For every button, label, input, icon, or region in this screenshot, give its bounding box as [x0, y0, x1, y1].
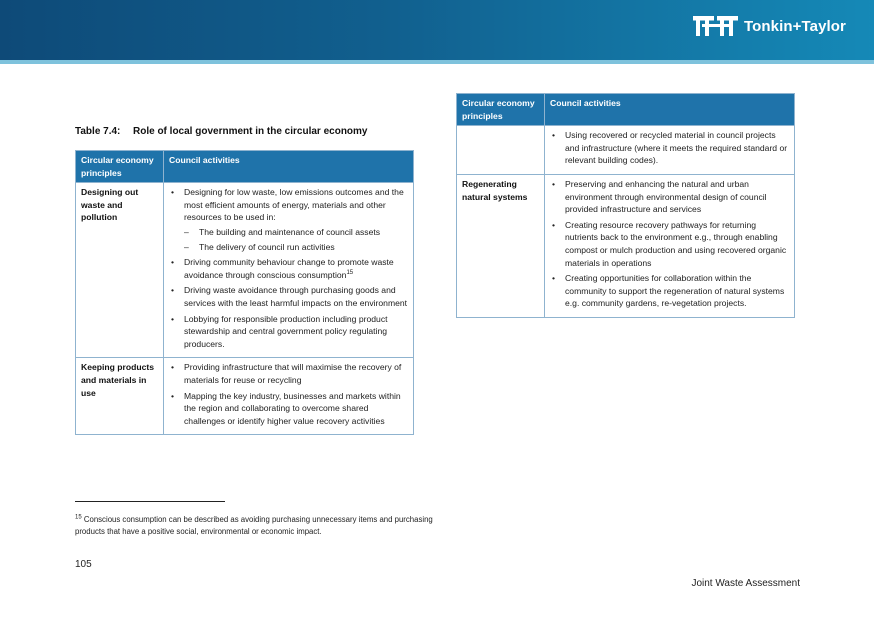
list-item: • Using recovered or recycled material in council projects and infrastructure (where it meets the required standard or relevant building codes).	[550, 129, 789, 167]
list-item: • Providing infrastructure that will maximise the recovery of materials for reuse or recycling	[169, 361, 408, 386]
list-item: • Creating opportunities for collaboration within the community to support the regeneration of natural systems e.g. community gardens, re-vegetation projects.	[550, 272, 789, 310]
list-item-text: Designing for low waste, low emissions outcomes and the most efficient amounts of energy, materials and other resources to be used in:	[184, 187, 404, 223]
table-row	[76, 358, 414, 435]
activities-cell	[545, 174, 795, 317]
activities-cell	[545, 126, 795, 175]
table-header-row	[457, 94, 795, 126]
sub-list-item: – The building and maintenance of council assets	[184, 226, 408, 239]
principle-cell: Regenerating natural systems	[457, 174, 545, 317]
activities-cell	[164, 183, 414, 358]
principle-cell: Designing out waste and pollution	[76, 183, 164, 358]
column-header-activities: Council activities	[545, 94, 795, 126]
circular-economy-table-left	[75, 150, 414, 435]
column-header-principles: Circular economy principles	[76, 151, 164, 183]
table-caption	[75, 126, 368, 137]
table-row	[76, 183, 414, 358]
table-row	[457, 126, 795, 175]
table-row	[457, 174, 795, 317]
sub-list-item: – The delivery of council run activities	[184, 241, 408, 254]
footnote	[75, 514, 435, 538]
table-header-row	[76, 151, 414, 183]
tt-monogram-icon	[693, 15, 739, 37]
list-item: • Creating resource recovery pathways for returning nutrients back to the environment e.g., through enabling compost or mulch production and using recovered organic materials in operations	[550, 219, 789, 269]
list-item	[169, 256, 408, 281]
page-header-banner	[0, 0, 874, 60]
footer-document-title: Joint Waste Assessment	[691, 578, 800, 589]
footnote-reference[interactable]: 15	[346, 269, 354, 276]
table-title: Role of local government in the circular economy	[133, 126, 368, 137]
list-item: • Driving waste avoidance through purchasing goods and services with the least harmful impacts on the environment	[169, 284, 408, 309]
list-item: • Lobbying for responsible production including product stewardship and central government policy regulating producers.	[169, 313, 408, 351]
header-accent-line	[0, 60, 874, 64]
principle-cell: Keeping products and materials in use	[76, 358, 164, 435]
list-item-text: Driving community behaviour change to promote waste avoidance through conscious consumption	[184, 257, 394, 280]
company-logo	[693, 15, 846, 37]
column-header-activities: Council activities	[164, 151, 414, 183]
list-item: • Preserving and enhancing the natural and urban environment through environmental design of council provided infrastructure and services	[550, 178, 789, 216]
company-name: Tonkin+Taylor	[743, 17, 846, 35]
circular-economy-table-right	[456, 93, 795, 318]
footnote-separator	[75, 501, 225, 502]
principle-cell	[457, 126, 545, 175]
list-item: • Mapping the key industry, businesses and markets within the region and collaborating to overcome shared challenges or identify higher value recovery activities	[169, 390, 408, 428]
table-number: Table 7.4:	[75, 126, 121, 137]
footnote-number: 15	[75, 514, 82, 521]
footnote-text: Conscious consumption can be described as avoiding purchasing unnecessary items and purchasing products that have a positive social, environmental or economic impact.	[75, 515, 433, 536]
page-number: 105	[75, 559, 92, 570]
activities-cell	[164, 358, 414, 435]
list-item	[169, 186, 408, 253]
column-header-principles: Circular economy principles	[457, 94, 545, 126]
